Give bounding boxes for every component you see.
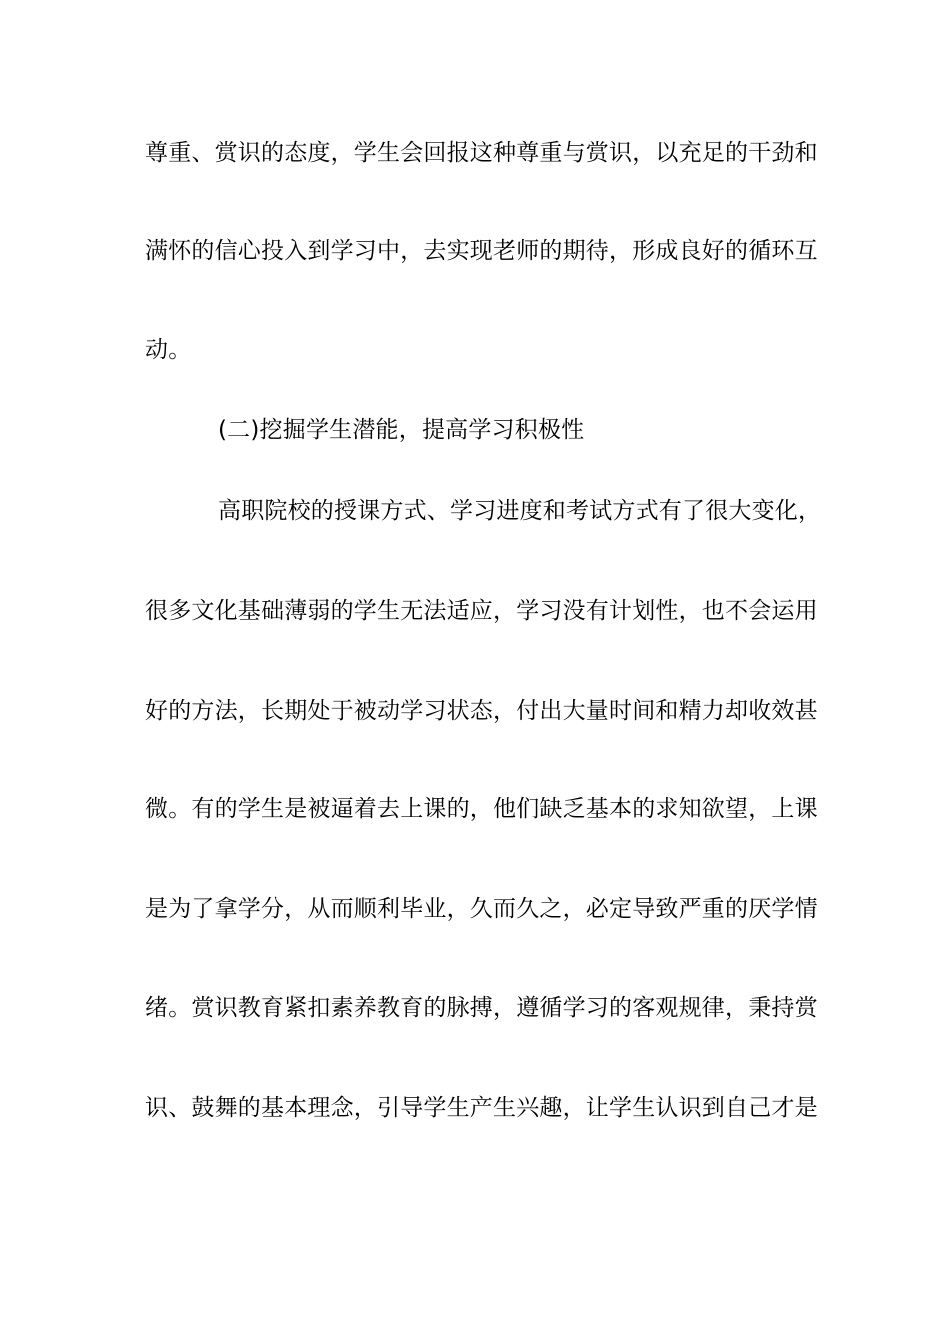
paragraph-line: 很多文化基础薄弱的学生无法适应，学习没有计划性，也不会运用 [145,598,818,624]
paragraph-line: 高职院校的授课方式、学习进度和考试方式有了很大变化， [218,498,822,524]
paragraph-line: 是为了拿学分，从而顺利毕业，久而久之，必定导致严重的厌学情 [145,896,818,922]
paragraph-line: 绪。赏识教育紧扣素养教育的脉搏，遵循学习的客观规律，秉持赏 [145,995,818,1021]
paragraph-line: 好的方法，长期处于被动学习状态，付出大量时间和精力却收效甚 [145,698,818,724]
paragraph-line: 动。 [145,337,192,363]
section-heading: (二)挖掘学生潜能，提高学习积极性 [218,417,585,443]
paragraph-line: 微。有的学生是被逼着去上课的，他们缺乏基本的求知欲望，上课 [145,796,818,822]
paragraph-line: 尊重、赏识的态度，学生会回报这种尊重与赏识，以充足的干劲和 [145,140,818,166]
paragraph-line: 识、鼓舞的基本理念，引导学生产生兴趣，让学生认识到自己才是 [145,1095,818,1121]
paragraph-line: 满怀的信心投入到学习中，去实现老师的期待，形成良好的循环互 [145,238,818,264]
